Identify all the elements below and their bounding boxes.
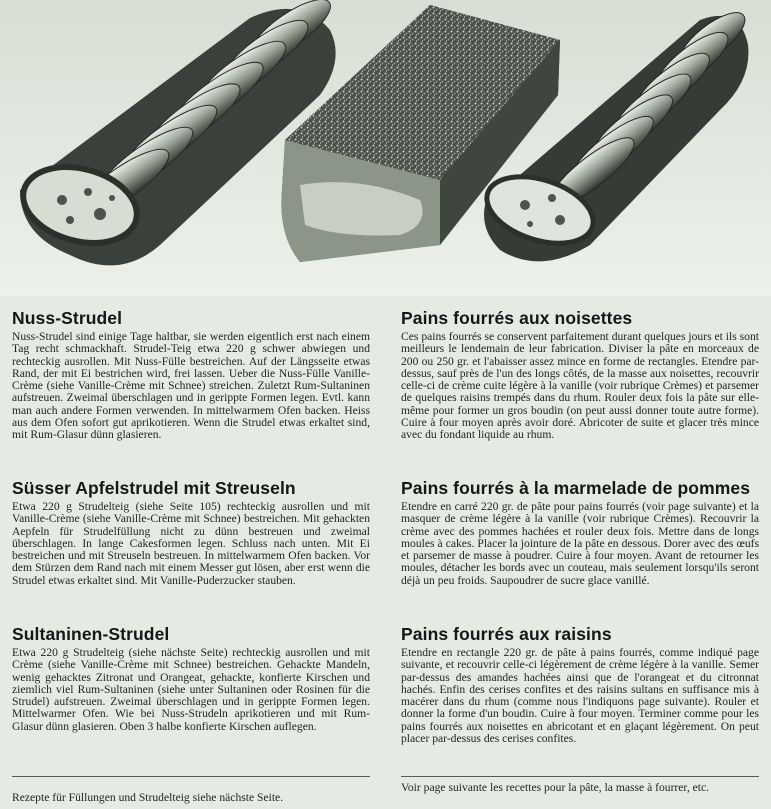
divider bbox=[12, 776, 370, 777]
recipe-title: Süsser Apfelstrudel mit Streuseln bbox=[12, 478, 296, 498]
divider bbox=[401, 776, 759, 777]
recipe-pains-pommes bbox=[401, 478, 759, 587]
recipe-text: Etendre en carré 220 gr. de pâte pour pains fourrés (voir page suivante) et la masquer de crème légère à la vanille (voir rubrique Crèmes). Recouvrir la crème avec des pommes hachées et rouler deux fois. Mettre dans de longs moules à cakes. Placer la jointure de la pâte en dessous. Dorer avec des œufs et parsemer de masse à poudrer. Cuire à four moyen. Avant de retourner les moules, détacher les bords avec un couteau, mais seulement lorsqu'ils seront déjà un peu froids. Saupoudrer de sucre glace vanillé. bbox=[401, 500, 759, 587]
photo-strudels bbox=[0, 0, 771, 296]
footer-note: Voir page suivante les recettes pour la pâte, la masse à fourrer, etc. bbox=[401, 781, 710, 794]
recipe-text: Etwa 220 g Strudelteig (siehe Seite 105) rechteckig ausrollen und mit Vanille-Crème (siehe Vanille-Crème mit Schnee) bestreichen. Mit gehackten Aepfeln für Strudelfüllung nicht zu dünn bestreuen und zweimal überschlagen. In lange Cakesformen legen. Schluss nach unten. Mit Ei bestreichen und mit Streuseln bestreuen. In mittelwarmem Ofen backen. Vor dem Stürzen dem Rand nach mit einem Messer gut lösen, aber erst wenn die Strudel etwas erkaltet sind. Mit Vanille-Puderzucker stauben. bbox=[12, 500, 370, 587]
recipe-text: Ces pains fourrés se conservent parfaitement durant quelques jours et ils sont meilleurs le lendemain de leur fabrication. Diviser la pâte en morceaux de 200 ou 250 gr. et l'abaisser assez mince en forme de rectangles. Etendre par-dessus, sauf près de l'un des longs côtés, de la masse aux noisettes, recouvrir celle-ci de crème cuite légère à la vanille (voir rubrique Crèmes) et parsemer de quelques raisins trempés dans du rhum. Rouler deux fois la pâte sur elle-même pour former un gros boudin (on peut aussi donner toute autre forme). Cuire à four moyen après avoir doré. Abricoter de suite et glacer très mince avec du fondant liquide au rhum. bbox=[401, 330, 759, 442]
recipe-text: Nuss-Strudel sind einige Tage haltbar, sie werden eigentlich erst nach einem Tag recht schmackhaft. Strudel-Teig etwa 220 g schwer abwiegen und rechteckig ausrollen. Mit Nuss-Fülle bestreichen. Auf der Längsseite etwas Rand, der mit Ei bestrichen wird, frei lassen. Ueber die Nuss-Fülle Vanille-Crème (siehe Vanille-Crème mit Schnee) streichen. Zuletzt Rum-Sultaninen aufstreuen. Zweimal überschlagen und in gerippte Formen legen. Evtl. kann man auch andere Formen verwenden. In mittelwarmem Ofen backen. Heiss aus dem Ofen sofort gut aprikotieren. Wenn die Strudel etwas erkaltet sind, mit Rum-Glasur dünn glasieren. bbox=[12, 330, 370, 442]
recipe-text: Etendre en rectangle 220 gr. de pâte à pains fourrés, comme indiqué page suivante, et recouvrir celle-ci légèrement de crème légère à la vanille. Semer par-dessus des amandes hachées ainsi que de l'orangeat et du citronnat hachés. Enfin des cerises confites et des raisins sultans en suffisance mis à macérer dans du rhum (comme nous l'indiquons page suivante). Rouler et donner la forme d'un boudin. Cuire à four moyen. Terminer comme pour les pains fourrés aux noisettes en abricotant et en glaçant légèrement. On peut placer par-dessus des cerises confites. bbox=[401, 646, 759, 746]
recipe-apfelstrudel bbox=[12, 478, 370, 587]
recipe-sultaninen-strudel bbox=[12, 624, 370, 733]
recipe-title: Sultaninen-Strudel bbox=[12, 624, 170, 644]
recipe-nuss-strudel bbox=[12, 308, 370, 442]
recipe-pains-noisettes bbox=[401, 308, 759, 442]
recipe-title: Pains fourrés à la marmelade de pommes bbox=[401, 478, 751, 498]
recipe-pains-raisins bbox=[401, 624, 759, 745]
footer-note: Rezepte für Füllungen und Strudelteig siehe nächste Seite. bbox=[12, 791, 284, 804]
recipe-title: Pains fourrés aux raisins bbox=[401, 624, 612, 644]
recipe-title: Pains fourrés aux noisettes bbox=[401, 308, 633, 328]
recipe-title: Nuss-Strudel bbox=[12, 308, 123, 328]
recipe-text: Etwa 220 g Strudelteig (siehe nächste Seite) rechteckig ausrollen und mit Crème (siehe Vanille-Crème mit Schnee) bestreichen. Gehackte Mandeln, wenig gehacktes Zitronat und Orangeat, gehackte, konfierte Kirschen und ziemlich viel Rum-Sultaninen (siehe unter Sultaninen oder Rosinen für die Strudel) aufstreuen. Zweimal überschlagen und in gerippte Formen legen. Mittelwarmer Ofen. Wie bei Nuss-Strudeln aprikotieren und mit Rum-Glasur dünn glasieren. Oben 3 halbe konfierte Kirschen auflegen. bbox=[12, 646, 370, 733]
